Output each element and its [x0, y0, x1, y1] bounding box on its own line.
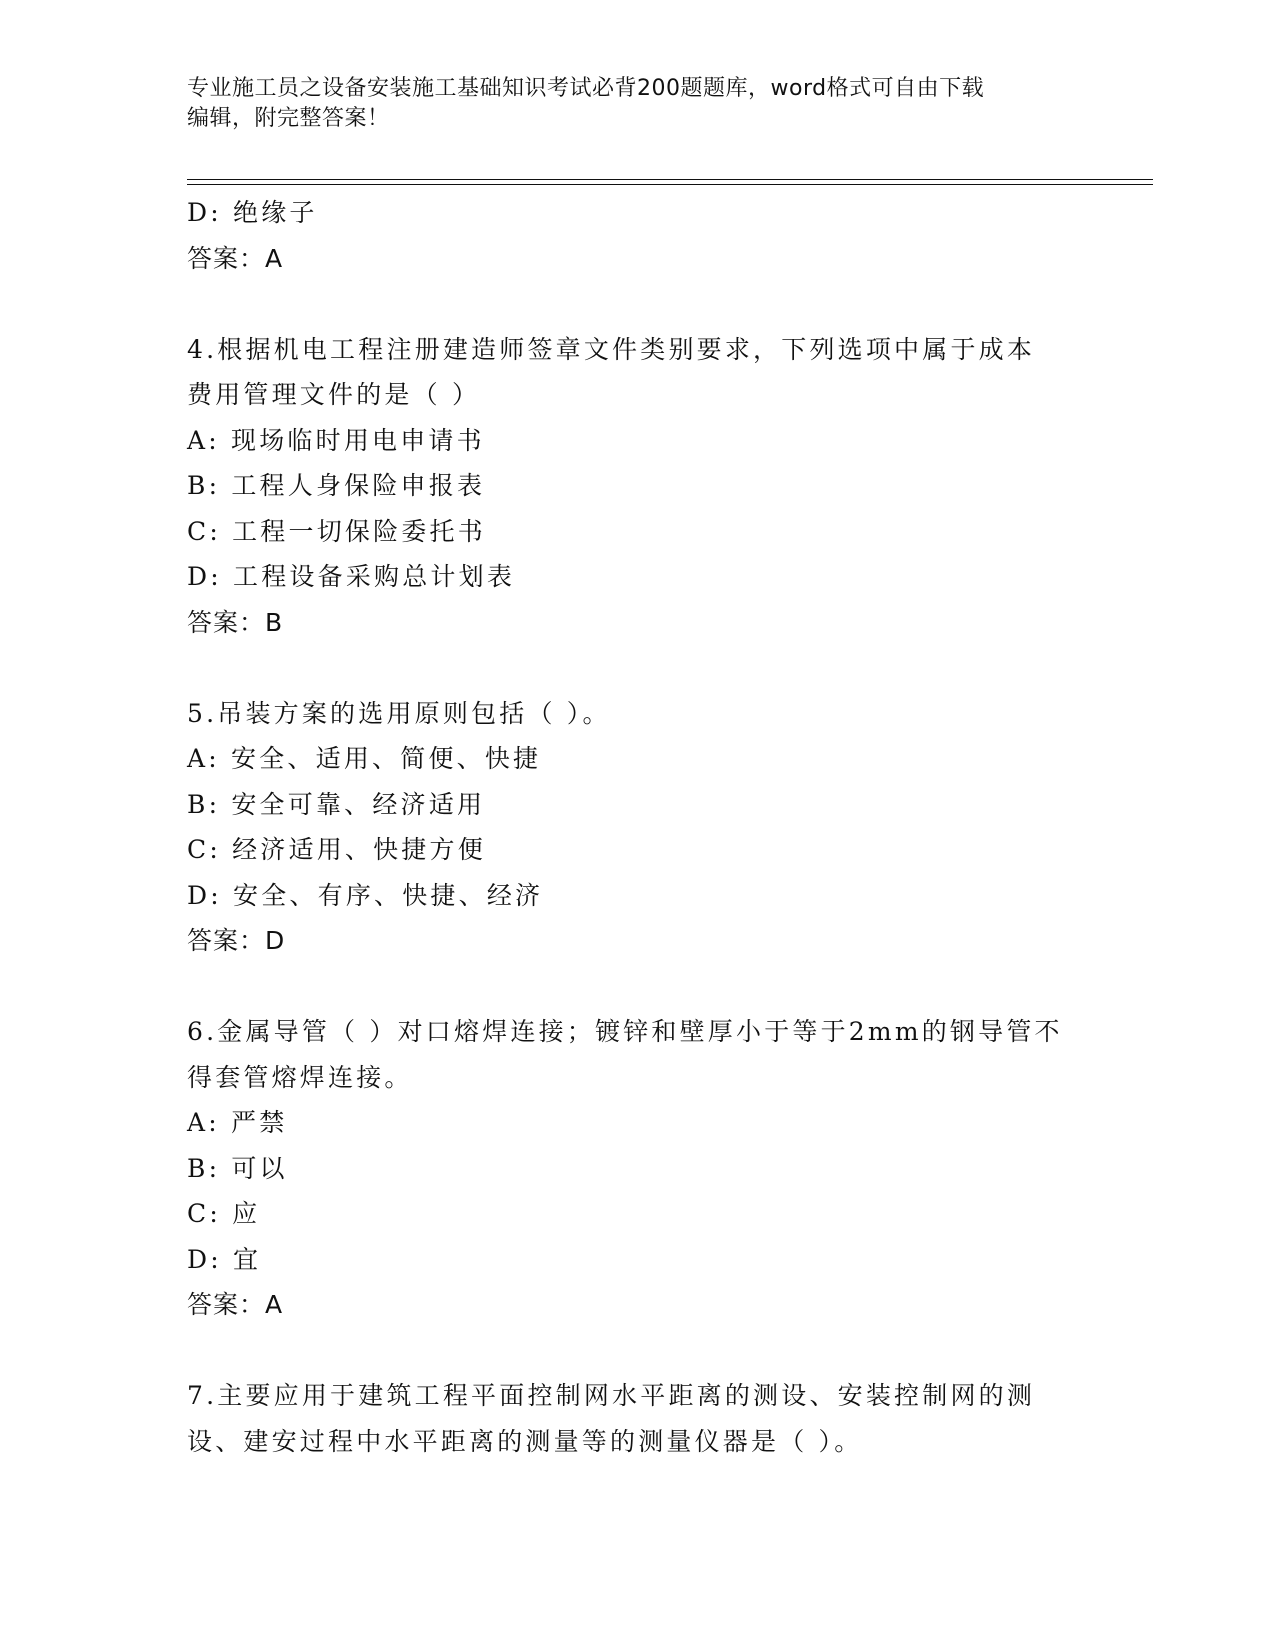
option-d: D: 宜	[187, 1244, 262, 1274]
question-stem-line: 7.主要应用于建筑工程平面控制网水平距离的测设、安装控制网的测	[187, 1381, 1036, 1410]
header-rule-top	[187, 179, 1153, 180]
option-b: B: 可以	[187, 1153, 288, 1183]
option-c: C: 经济适用、快捷方便	[187, 835, 486, 864]
option-c: C: 应	[187, 1199, 261, 1228]
spacer	[187, 1328, 1087, 1374]
header-line-2: 编辑，附完整答案！	[187, 106, 390, 131]
question-stem-line: 5.吊装方案的选用原则包括（ ）。	[187, 698, 611, 728]
question-4	[187, 327, 1087, 646]
question-stem-line: 费用管理文件的是（ ）	[187, 380, 481, 409]
answer: 答案：A	[187, 1290, 284, 1319]
option-a: A: 严禁	[187, 1108, 288, 1137]
question-stem-line: 6.金属导管（ ）对口熔焊连接；镀锌和壁厚小于等于2mm的钢导管不	[187, 1017, 1063, 1046]
header-rule-bottom	[187, 184, 1153, 185]
spacer	[187, 964, 1087, 1010]
spacer	[187, 281, 1087, 327]
question-7	[187, 1373, 1087, 1464]
option-a: A: 安全、适用、简便、快捷	[187, 744, 542, 773]
carryover-answer: 答案：A	[187, 243, 284, 273]
answer: 答案：B	[187, 607, 284, 637]
document-body	[187, 190, 1087, 1464]
question-stem-line: 得套管熔焊连接。	[187, 1062, 413, 1092]
question-5	[187, 691, 1087, 964]
option-b: B: 安全可靠、经济适用	[187, 789, 486, 819]
carryover-option-d: D: 绝缘子	[187, 198, 318, 227]
spacer	[187, 645, 1087, 691]
option-c: C: 工程一切保险委托书	[187, 516, 486, 546]
option-d: D: 工程设备采购总计划表	[187, 562, 516, 591]
question-stem-line: 4.根据机电工程注册建造师签章文件类别要求，下列选项中属于成本	[187, 334, 1036, 364]
question-stem-line: 设、建安过程中水平距离的测量等的测量仪器是（ ）。	[187, 1426, 863, 1456]
answer: 答案：D	[187, 926, 286, 955]
option-a: A: 现场临时用电申请书	[187, 425, 485, 455]
option-b: B: 工程人身保险申报表	[187, 471, 486, 500]
question-6	[187, 1009, 1087, 1328]
page-header	[187, 74, 1067, 134]
header-line-1: 专业施工员之设备安装施工基础知识考试必背200题题库，word格式可自由下载	[187, 76, 985, 101]
option-d: D: 安全、有序、快捷、经济	[187, 880, 544, 910]
